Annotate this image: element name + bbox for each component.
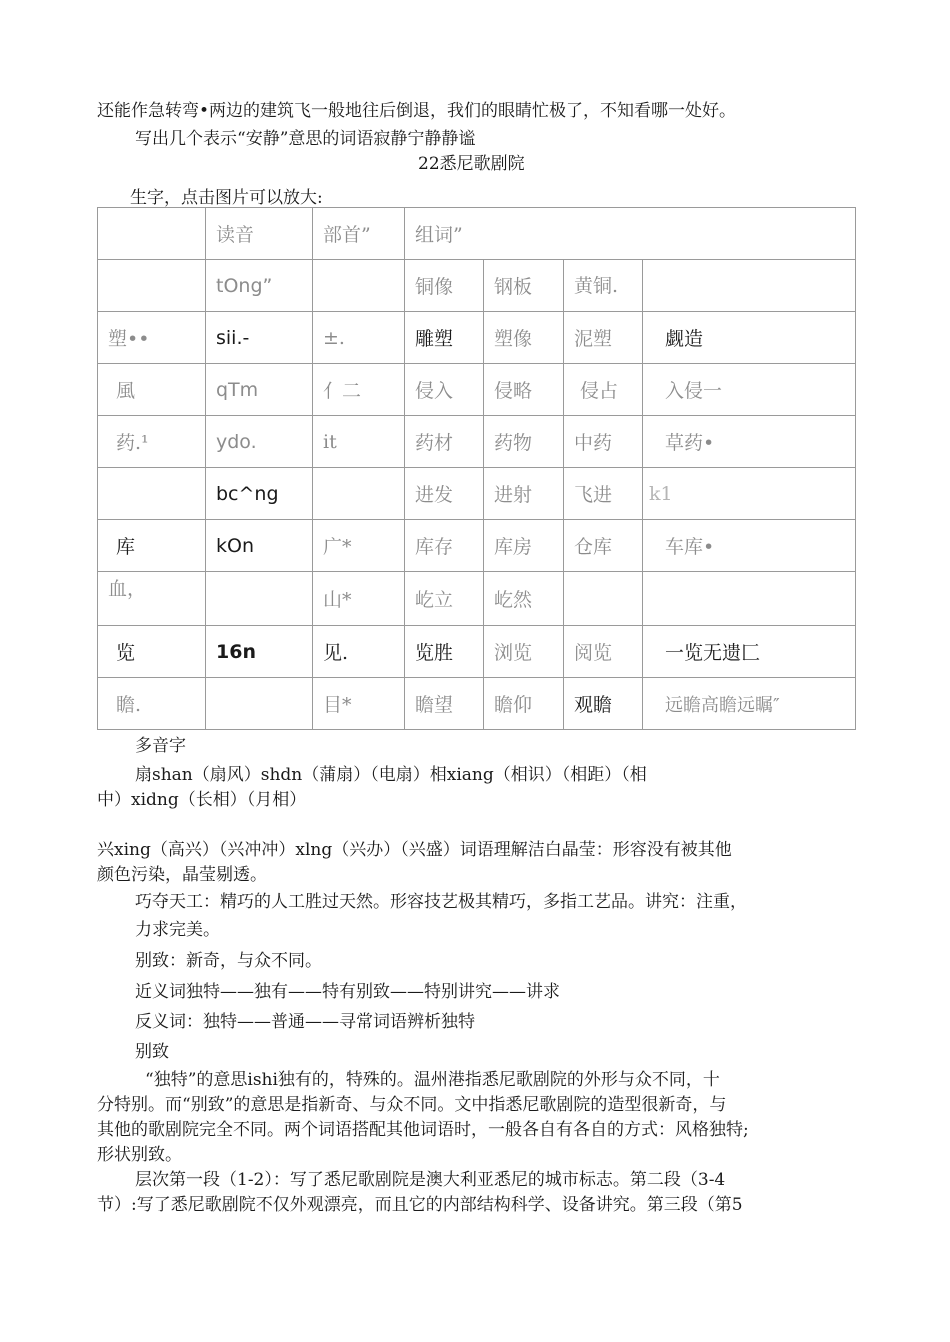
table-cell: 塑像 <box>484 312 564 364</box>
table-cell: 药.¹ <box>98 416 206 468</box>
table-row <box>98 626 856 678</box>
table-cell: 进发 <box>405 468 484 520</box>
text-line: 巧夺天工：精巧的人工胜过天然。形容技艺极其精巧，多指工艺品。讲究：注重， <box>135 892 747 912</box>
table-cell: 飞进 <box>564 468 643 520</box>
table-cell: k1 <box>643 468 856 520</box>
text-line: 节）:写了悉尼歌剧院不仅外观漂亮，而且它的内部结构科学、设备讲究。第三段（第5 <box>97 1195 743 1215</box>
table-cell: it <box>313 416 405 468</box>
table-cell: 侵入 <box>405 364 484 416</box>
table-cell <box>643 260 856 312</box>
table-cell: 广* <box>313 520 405 572</box>
table-cell: 库 <box>98 520 206 572</box>
text-line: “独特”的意思ishi独有的，特殊的。温州港指悉尼歌剧院的外形与众不同，十 <box>145 1070 720 1090</box>
text-line: 分特别。而“别致”的意思是指新奇、与众不同。文中指悉尼歌剧院的造型很新奇，与 <box>97 1095 727 1115</box>
table-cell: 目* <box>313 678 405 730</box>
table-cell: 侵略 <box>484 364 564 416</box>
table-cell <box>98 260 206 312</box>
table-row <box>98 468 856 520</box>
table-cell: 觑造 <box>643 312 856 364</box>
table-cell: 山* <box>313 572 405 626</box>
lesson-title: 22悉尼歌剧院 <box>418 154 525 174</box>
character-table <box>97 207 856 730</box>
table-row <box>98 678 856 730</box>
table-cell: 浏览 <box>484 626 564 678</box>
table-cell: 仓库 <box>564 520 643 572</box>
table-cell <box>313 468 405 520</box>
table-cell <box>206 678 313 730</box>
table-row <box>98 364 856 416</box>
table-cell: 瞻. <box>98 678 206 730</box>
table-cell: 黄铜. <box>564 260 643 312</box>
text-line: 近义词独特——独有——特有别致——特别讲究——讲求 <box>135 982 560 1002</box>
table-cell: 草药• <box>643 416 856 468</box>
table-row <box>98 520 856 572</box>
table-cell <box>313 260 405 312</box>
table-header-cell: 组词” <box>405 208 856 260</box>
table-row <box>98 572 856 626</box>
text-line: 多音字 <box>135 736 186 756</box>
text-line: 反义词：独特——普通——寻常词语辨析独特 <box>135 1012 475 1032</box>
text-line: 写出几个表示“安静”意思的词语寂静宁静静谧 <box>135 129 476 149</box>
table-cell: sii.- <box>206 312 313 364</box>
table-cell: 库房 <box>484 520 564 572</box>
text-line: 层次第一段（1-2）：写了悉尼歌剧院是澳大利亚悉尼的城市标志。第二段（3-4 <box>135 1170 726 1190</box>
table-cell: 阅览 <box>564 626 643 678</box>
table-row <box>98 260 856 312</box>
table-cell <box>206 572 313 626</box>
text-line: 力求完美。 <box>135 920 220 940</box>
table-cell: 铜像 <box>405 260 484 312</box>
table-cell: 16n <box>206 626 313 678</box>
table-cell: 塑•• <box>98 312 206 364</box>
text-line: 形状别致。 <box>97 1145 182 1165</box>
table-cell <box>564 572 643 626</box>
table-cell: 库存 <box>405 520 484 572</box>
table-header-cell: 部首” <box>313 208 405 260</box>
text-line: 兴xing（高兴）（兴冲冲）xlng（兴办）（兴盛）词语理解洁白晶莹：形容没有被其他 <box>97 840 732 860</box>
text-line: 颜色污染，晶莹剔透。 <box>97 865 267 885</box>
text-line: 别致：新奇，与众不同。 <box>135 951 322 971</box>
table-cell <box>98 468 206 520</box>
table-cell: 观瞻 <box>564 678 643 730</box>
table-cell: 远瞻高瞻远瞩″ <box>643 678 856 730</box>
text-line: 还能作急转弯•两边的建筑飞一般地往后倒退，我们的眼睛忙极了，不知看哪一处好。 <box>97 101 737 121</box>
table-header-cell <box>98 208 206 260</box>
table-row <box>98 312 856 364</box>
text-line: 扇shan（扇风）shdn（蒲扇）（电扇）相xiang（相识）（相距）（相 <box>135 765 647 785</box>
table-cell: 瞻仰 <box>484 678 564 730</box>
table-cell: 车库• <box>643 520 856 572</box>
text-line: 其他的歌剧院完全不同。两个词语搭配其他词语时，一般各自有各自的方式：风格独特; <box>97 1120 749 1140</box>
table-cell: 药材 <box>405 416 484 468</box>
table-cell: tOng” <box>206 260 313 312</box>
table-cell: 屹立 <box>405 572 484 626</box>
table-cell: 雕塑 <box>405 312 484 364</box>
table-cell: qTm <box>206 364 313 416</box>
table-cell: 进射 <box>484 468 564 520</box>
text-line: 别致 <box>135 1042 169 1062</box>
table-cell: 入侵一 <box>643 364 856 416</box>
table-cell: 中药 <box>564 416 643 468</box>
table-cell: 屹然 <box>484 572 564 626</box>
table-cell: 一览无遗匚 <box>643 626 856 678</box>
text-line: 中）xidng（长相）（月相） <box>97 790 307 810</box>
table-cell: 瞻望 <box>405 678 484 730</box>
table-cell: ydo. <box>206 416 313 468</box>
table-cell: 钢板 <box>484 260 564 312</box>
table-cell: 药物 <box>484 416 564 468</box>
table-cell: 览胜 <box>405 626 484 678</box>
table-header-row <box>98 208 856 260</box>
table-cell: 血， <box>98 572 206 626</box>
table-cell: kOn <box>206 520 313 572</box>
table-header-cell: 读音 <box>206 208 313 260</box>
table-intro: 生字，点击图片可以放大: <box>130 188 323 208</box>
table-cell: ±. <box>313 312 405 364</box>
table-cell: 亻二 <box>313 364 405 416</box>
table-cell: 见. <box>313 626 405 678</box>
table-cell: 泥塑 <box>564 312 643 364</box>
table-cell: 風 <box>98 364 206 416</box>
table-cell: 侵占 <box>564 364 643 416</box>
table-cell: bc^ng <box>206 468 313 520</box>
table-cell <box>643 572 856 626</box>
table-cell: 览 <box>98 626 206 678</box>
table-row <box>98 416 856 468</box>
